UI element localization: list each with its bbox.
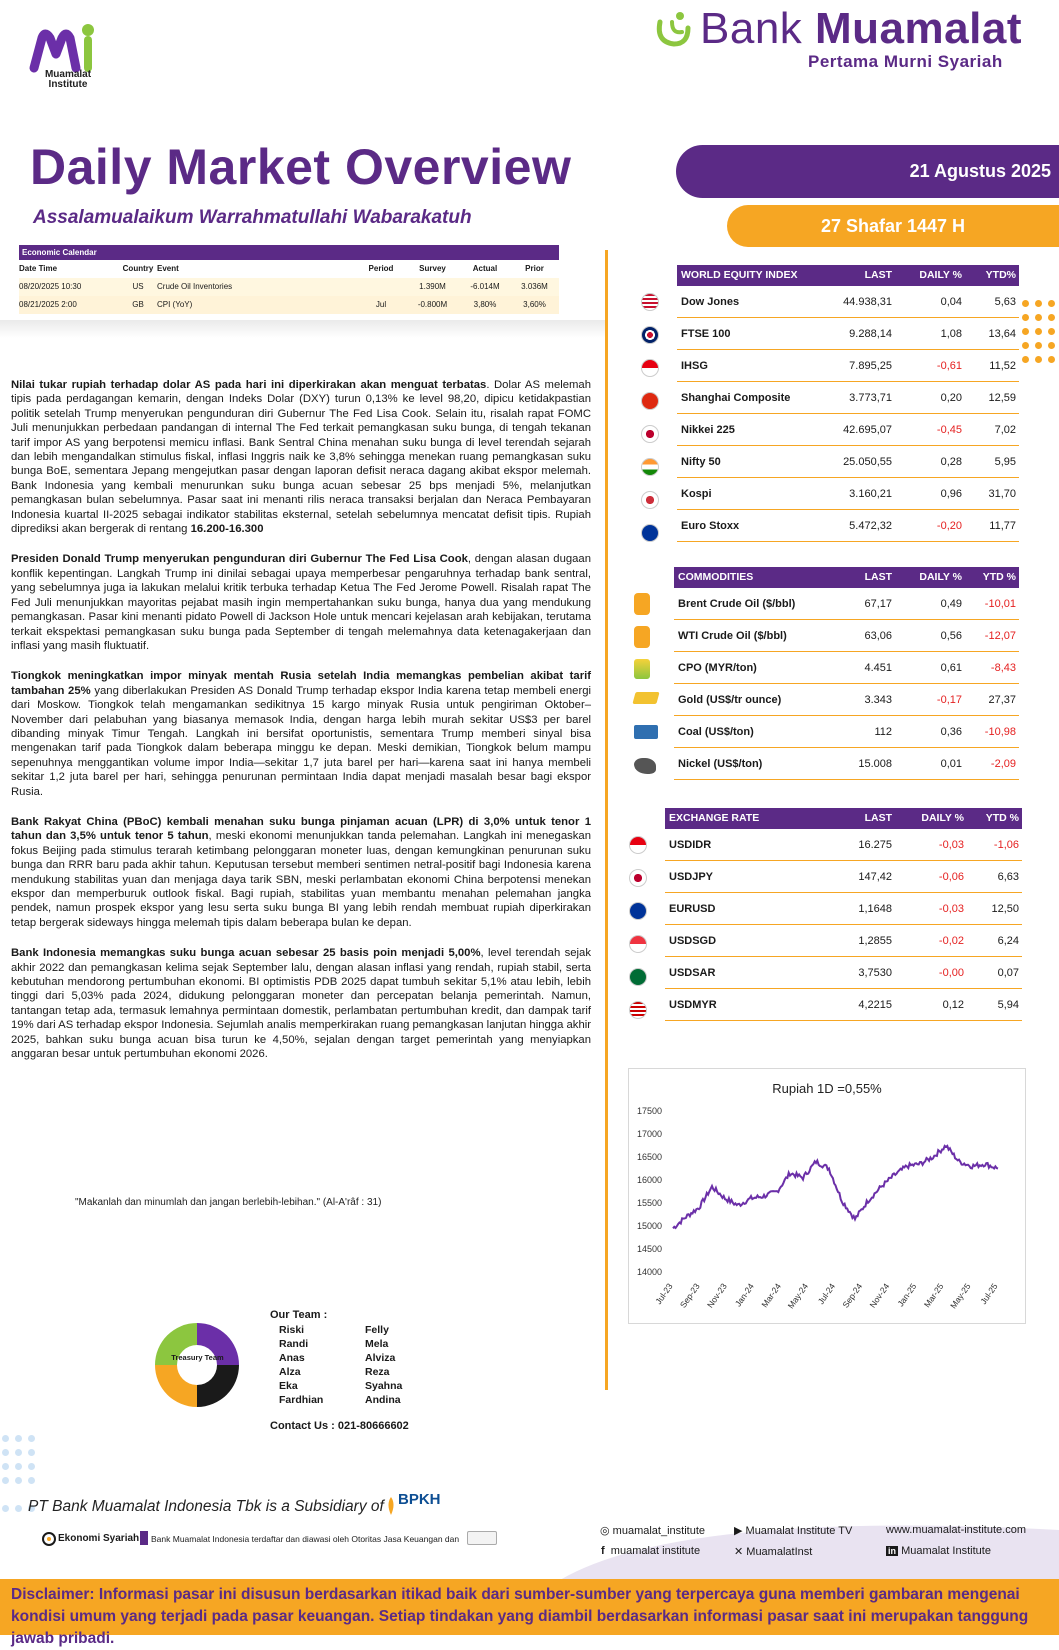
paragraph-body: . Dolar AS melemah tipis pada perdagangan kemarin, dengan Indeks Dolar (DXY) turun 0,13% ke level 98,20, dipicu ketidakpastian politik setelah Trump menyerukan pengunduran diri Gubernur The Fed Lisa Cook. Selain itu, risalah rapat FOMC Juli menunjukkan perbedaan pandangan di internal The Fed terkait pemangkasan suku bunga, di tengah tekanan tarif impor AS yang berpotensi memicu inflasi. Bank Sentral China menahan suku bunga di level terendah sejarah dan lebih mengandalkan stimulus fiskal, inflasi Inggris naik ke 3,8% sehingga menekan ruang pemangkasan suku bunga BoE, sementara Jepang mengejutkan pasar dengan laporan defisit neraca dagang akibat ekspor melemah. Bank Indonesia yang kembali menurunkan suku bunga acuan sebesar 25 bps menjadi 5%, melanjutkan pemangkasan bulan sebelumnya. Pasar saat ini menanti rilis neraca transaksi berjalan dan Neraca Pembayaran Indonesia kuartal II-2025 sebagai indikator stabilitas eksternal, setelah sebelumnya mencatat defisit tipis. Rupiah diprediksi akan bergerak di rentang — [11, 379, 591, 536]
fx-ytd: 5,94 — [997, 999, 1019, 1011]
cell: 08/21/2025 2:00 — [19, 300, 77, 309]
facebook-link[interactable] — [601, 1545, 700, 1557]
commodities-table — [674, 567, 1019, 780]
fx-header — [665, 808, 1022, 829]
commodities-header — [674, 567, 1019, 588]
team-member: Riski — [279, 1324, 305, 1336]
equity-header — [677, 265, 1019, 286]
flag-eu-icon — [629, 902, 647, 920]
equity-row — [677, 382, 1019, 414]
contact: Contact Us : 021-80666602 — [270, 1420, 409, 1432]
commodity-ytd: -10,98 — [984, 726, 1016, 738]
header-cell: LAST — [864, 269, 892, 281]
flag-id-icon — [629, 836, 647, 854]
calendar-header-row — [19, 260, 559, 278]
commodity-daily: 0,56 — [940, 630, 962, 642]
commodity-daily: 0,49 — [940, 598, 962, 610]
oil-barrel-icon — [634, 626, 650, 648]
bpkh-logo-icon — [385, 1496, 397, 1516]
equity-daily: -0,61 — [936, 360, 962, 372]
team-member: Mela — [365, 1338, 389, 1350]
y-tick-label: 16000 — [636, 1175, 662, 1185]
report-date: 21 Agustus 2025 — [909, 161, 1051, 181]
equity-ytd: 5,95 — [994, 456, 1016, 468]
equity-name: Euro Stoxx — [681, 520, 740, 532]
commodity-row — [674, 684, 1019, 716]
flag-us-icon — [641, 293, 659, 311]
facebook-icon: f — [601, 1545, 605, 1557]
bank-name: Bank Muamalat — [700, 4, 1022, 53]
equity-daily: 0,96 — [940, 488, 962, 500]
paragraph-tail: 16.200-16.300 — [190, 523, 264, 536]
fx-ytd: 6,63 — [997, 871, 1019, 883]
flag-jp-icon — [641, 425, 659, 443]
youtube-icon: ▶ — [734, 1525, 743, 1537]
col-country: Country — [122, 264, 154, 273]
equity-daily: -0,45 — [936, 424, 962, 436]
header-cell: YTD % — [982, 571, 1016, 583]
market-commentary — [11, 378, 591, 1077]
y-tick-label: 15500 — [636, 1198, 662, 1208]
commodity-last: 15.008 — [858, 758, 892, 770]
y-tick-label: 14000 — [636, 1267, 662, 1277]
equity-name: Kospi — [681, 488, 712, 500]
cell: 3.036M — [521, 282, 548, 291]
equity-last: 9.288,14 — [849, 328, 892, 340]
fx-name: USDIDR — [669, 839, 712, 851]
fx-row — [665, 829, 1022, 861]
commodity-row — [674, 716, 1019, 748]
paragraph — [11, 669, 591, 799]
team-member: Anas — [279, 1352, 305, 1364]
team-member: Reza — [365, 1366, 390, 1378]
flag-jp-icon — [629, 869, 647, 887]
flag-in-icon — [641, 458, 659, 476]
equity-row — [677, 510, 1019, 542]
equity-daily: 0,04 — [940, 296, 962, 308]
equity-ytd: 5,63 — [994, 296, 1016, 308]
team-member: Fardhian — [279, 1394, 324, 1406]
fx-daily: -0,06 — [938, 871, 964, 883]
paragraph — [11, 946, 591, 1061]
commodity-name: Coal (US$/ton) — [678, 726, 754, 738]
fx-row — [665, 861, 1022, 893]
column-divider — [605, 250, 608, 1390]
fx-ytd: -1,06 — [993, 839, 1019, 851]
linkedin-icon: in — [888, 1546, 896, 1556]
cell: Crude Oil Inventories — [157, 282, 233, 291]
paragraph — [11, 815, 591, 930]
ekonomi-syariah-logo-icon — [42, 1532, 56, 1546]
commodity-daily: 0,36 — [940, 726, 962, 738]
equity-ytd: 12,59 — [988, 392, 1016, 404]
fx-last: 4,2215 — [858, 999, 892, 1011]
flag-sg-icon — [629, 935, 647, 953]
youtube-link[interactable] — [734, 1524, 852, 1537]
instagram-link[interactable] — [600, 1524, 705, 1537]
fx-ytd: 12,50 — [991, 903, 1019, 915]
commodity-row — [674, 588, 1019, 620]
calendar-row — [19, 278, 559, 296]
commodity-name: Gold (US$/tr ounce) — [678, 694, 782, 706]
col-period: Period — [368, 264, 394, 273]
header-cell: WORLD EQUITY INDEX — [681, 269, 798, 281]
fx-name: USDMYR — [669, 999, 717, 1011]
x-tick-label: Sep-24 — [840, 1281, 865, 1310]
chart-title: Rupiah 1D =0,55% — [772, 1081, 882, 1096]
commodity-name: Nickel (US$/ton) — [678, 758, 763, 770]
header-cell: DAILY % — [919, 571, 962, 583]
paragraph-body: , level terendah sejak akhir 2022 dan pemangkasan kelima sejak September lalu, dengan alasan inflasi yang rendah, rupiah stabil, serta kebutuhan mendorong pertumbuhan ekonomi. BI optimistis PDB 2025 dapat tumbuh sekitar 5,1% atau lebih, lebih tinggi dari 5,03% pada 2024, didukung pelonggaran moneter dan percepatan belanja pemerintah. Namun, tantangan tetap ada, termasuk lemahnya permintaan domestik, perlambatan pertumbuhan kredit, dan dampak tarif 19% dari AS terhadap ekspor Indonesia. Sejumlah analis memperkirakan ruang pemangkasan lanjutan hingga akhir 2025, bahkan suku bunga acuan bisa turun ke 4,50%, sejalan dengan target pemerintah yang menyiapkan anggaran besar untuk pertumbuhan ekonomi 2026. — [11, 947, 591, 1061]
linkedin-link[interactable] — [886, 1545, 991, 1557]
equity-name: Shanghai Composite — [681, 392, 791, 404]
x-tick-label: Nov-24 — [867, 1281, 892, 1310]
fx-last: 1,1648 — [858, 903, 892, 915]
commodity-name: WTI Crude Oil ($/bbl) — [678, 630, 787, 642]
col-date: Date Time — [19, 264, 58, 273]
team-member: Alviza — [365, 1352, 396, 1364]
commodity-last: 63,06 — [864, 630, 892, 642]
cell: Jul — [375, 300, 387, 309]
y-tick-label: 17000 — [636, 1129, 662, 1139]
flag-kr-icon — [641, 491, 659, 509]
x-link[interactable] — [734, 1545, 812, 1558]
fx-daily: -0,03 — [938, 903, 964, 915]
equity-name: Nifty 50 — [681, 456, 721, 468]
greeting: Assalamualaikum Warrahmatullahi Wabarakatuh — [33, 207, 472, 228]
equity-daily: 0,20 — [940, 392, 962, 404]
ojk-note: Bank Muamalat Indonesia terdaftar dan diawasi oleh Otoritas Jasa Keuangan dan — [151, 1534, 460, 1544]
rupiah-chart — [628, 1068, 1026, 1324]
equity-last: 5.472,32 — [849, 520, 892, 532]
col-event: Event — [157, 264, 179, 273]
fx-table — [665, 808, 1022, 1021]
website-link[interactable]: www.muamalat-institute.com — [886, 1524, 1026, 1536]
fx-daily: -0,02 — [938, 935, 964, 947]
equity-name: Dow Jones — [681, 296, 740, 308]
team-column-2 — [365, 1323, 402, 1407]
team-member: Syahna — [365, 1380, 403, 1392]
equity-name: Nikkei 225 — [681, 424, 735, 436]
team-member: Andina — [365, 1394, 401, 1406]
commodity-ytd: 27,37 — [988, 694, 1016, 706]
col-prior: Prior — [525, 264, 544, 273]
equity-row — [677, 446, 1019, 478]
commodity-ytd: -12,07 — [984, 630, 1016, 642]
nickel-ore-icon — [634, 758, 656, 774]
commodity-last: 3.343 — [864, 694, 892, 706]
commodity-last: 4.451 — [864, 662, 892, 674]
equity-row — [677, 286, 1019, 318]
cell: -0.800M — [417, 300, 448, 309]
x-tick-label: May-24 — [785, 1281, 811, 1311]
fx-name: EURUSD — [669, 903, 716, 915]
equity-last: 44.938,31 — [843, 296, 892, 308]
x-tick-label: Jan-25 — [895, 1281, 919, 1309]
x-tick-label: Jul-25 — [978, 1281, 1000, 1307]
calendar-shadow — [0, 320, 605, 338]
header-cell: LAST — [864, 812, 892, 824]
fx-daily: 0,12 — [942, 999, 964, 1011]
x-tick-label: May-25 — [948, 1281, 973, 1311]
team-column-1 — [279, 1323, 323, 1407]
x-tick-label: Jul-24 — [815, 1281, 838, 1307]
fx-last: 16.275 — [858, 839, 892, 851]
team-member: Eka — [279, 1380, 298, 1392]
commodity-name: CPO (MYR/ton) — [678, 662, 757, 674]
equity-row — [677, 478, 1019, 510]
equity-table — [677, 265, 1019, 542]
x-tick-label: Jan-24 — [732, 1281, 756, 1309]
quote: "Makanlah dan minumlah dan jangan berlebih-lebihan." (Al-A'râf : 31) — [75, 1197, 382, 1208]
bank-mark-icon — [140, 1531, 148, 1545]
header-cell: YTD% — [985, 269, 1016, 281]
equity-daily: 1,08 — [940, 328, 962, 340]
commodity-last: 112 — [874, 726, 892, 738]
coal-cart-icon — [634, 725, 658, 739]
instagram-handle: muamalat_institute — [612, 1525, 705, 1537]
x-tick-label: Sep-23 — [677, 1281, 702, 1310]
fx-last: 147,42 — [858, 871, 892, 883]
commodity-row — [674, 620, 1019, 652]
team-member: Randi — [279, 1338, 309, 1350]
equity-last: 42.695,07 — [843, 424, 892, 436]
commodity-row — [674, 748, 1019, 780]
equity-last: 3.160,21 — [849, 488, 892, 500]
fx-daily: -0,03 — [938, 839, 964, 851]
fx-daily: -0,00 — [938, 967, 964, 979]
paragraph — [11, 552, 591, 653]
x-tick-label: Mar-25 — [921, 1281, 946, 1310]
calendar-title: Economic Calendar — [19, 245, 559, 260]
x-tick-label: Nov-23 — [704, 1281, 729, 1310]
cell: 3,60% — [523, 300, 546, 309]
cell: GB — [132, 300, 144, 309]
paragraph-lead: Bank Indonesia memangkas suku bunga acuan sebesar 25 basis poin menjadi 5,00% — [11, 947, 481, 960]
team-member: Felly — [365, 1324, 389, 1336]
commodity-row — [674, 652, 1019, 684]
oil-barrel-icon — [634, 593, 650, 615]
fx-last: 3,7530 — [858, 967, 892, 979]
hijri-date: 27 Shafar 1447 H — [820, 216, 966, 236]
palm-oil-icon — [634, 659, 650, 679]
paragraph-body: , dengan alasan dugaan konflik kepentingan. Langkah Trump ini dinilai sebagai upaya memperbesar pengaruhnya terhadap bank sentral, yang sebelumnya juga ia lakukan melalui kritik terbuka terhadap Ketua The Fed Jerome Powell. Risalah rapat The Fed Juli menunjukkan mayoritas pejabat masih ingin mempertahankan suku bunga, hanya dua yang mendukung pemangkasan. Pasar kini menanti pidato Powell di Jackson Hole untuk mencari kejelasan arah kebijakan, terutama terkait ekspektasi pemangkasan suku bunga pada September di tengah melemahnya data ketenagakerjaan dan inflasi yang masih fluktuatif. — [11, 553, 591, 652]
col-actual: Actual — [472, 264, 498, 273]
cell: -6.014M — [470, 282, 500, 291]
commodity-last: 67,17 — [864, 598, 892, 610]
commodity-daily: 0,61 — [940, 662, 962, 674]
equity-row — [677, 318, 1019, 350]
paragraph — [11, 378, 591, 536]
header-cell: EXCHANGE RATE — [669, 812, 760, 824]
y-tick-label: 14500 — [636, 1244, 662, 1254]
fx-ytd: 0,07 — [997, 967, 1019, 979]
equity-ytd: 7,02 — [994, 424, 1016, 436]
instagram-icon: ◎ — [600, 1525, 610, 1537]
bpkh-label: BPKH — [398, 1491, 441, 1508]
disclaimer: Disclaimer: Informasi pasar ini disusun berdasarkan itikad baik dari sumber-sumber yang terpercaya guna memberi gambaran mengenai kondisi umum yang terjadi pada pasar keuangan. Setiap tindakan yang diambil berdasarkan informasi pasar saat ini merupakan tanggung jawab pribadi. — [11, 1586, 1029, 1647]
flag-cn-icon — [641, 392, 659, 410]
equity-daily: 0,28 — [940, 456, 962, 468]
fx-ytd: 6,24 — [997, 935, 1019, 947]
cell: US — [132, 282, 144, 291]
commodity-daily: 0,01 — [940, 758, 962, 770]
institute-label: Muamalat Institute — [44, 69, 92, 90]
paragraph-lead: Bank Rakyat China (PBoC) kembali menahan suku bunga pinjaman acuan (LPR) di 3,0% untuk tenor 1 tahun dan 3,5% untuk tenor 5 tahun — [11, 815, 591, 843]
header-cell: DAILY % — [919, 269, 962, 281]
header-cell: LAST — [864, 571, 892, 583]
facebook-handle: muamalat institute — [610, 1545, 701, 1557]
team-member: Alza — [279, 1366, 301, 1378]
y-tick-label: 17500 — [636, 1106, 662, 1116]
commodity-ytd: -10,01 — [984, 598, 1016, 610]
bank-muamalat-logo-icon — [652, 6, 696, 50]
treasury-team-logo-icon — [147, 1315, 247, 1415]
fx-last: 1,2855 — [858, 935, 892, 947]
equity-ytd: 31,70 — [988, 488, 1016, 500]
team-logo-label: Treasury Team — [171, 1353, 224, 1362]
economic-calendar — [19, 245, 559, 314]
cell: CPI (YoY) — [157, 300, 193, 309]
flag-id-icon — [641, 359, 659, 377]
equity-last: 3.773,71 — [849, 392, 892, 404]
y-tick-label: 15000 — [636, 1221, 662, 1231]
calendar-row — [19, 296, 559, 314]
linkedin-handle: Muamalat Institute — [901, 1545, 991, 1557]
equity-name: FTSE 100 — [681, 328, 731, 340]
x-tick-label: Mar-24 — [759, 1281, 783, 1310]
cell: 08/20/2025 10:30 — [19, 282, 82, 291]
header-cell: COMMODITIES — [678, 571, 754, 583]
paragraph-lead: Presiden Donald Trump menyerukan pengunduran diri Gubernur The Fed Lisa Cook — [11, 553, 468, 566]
equity-ytd: 11,77 — [989, 520, 1016, 532]
paragraph-body: , meski ekonomi menunjukkan tanda pelemahan. Langkah ini menegaskan fokus Beijing pada stimulus terarah ketimbang pelonggaran moneter luas, dengan kemungkinan penurunan suku bunga dan RRR baru pada akhir tahun. Keputusan tersebut memberi sentimen netral-positif bagi Indonesia karena mendukung stabilitas yuan dan menjaga daya tarik SBN, meski perlambatan ekonomi China berpotensi menekan ekspor dan memperburuk outlook fiskal. Bagi rupiah, stabilitas yuan membantu menahan pelemahan jangka pendek, namun prospek ekspor yang lesu serta suku bunga BI yang lebih rendah membuat rupiah diperkirakan tetap bergerak sideways hingga melemah tipis dalam beberapa bulan ke depan. — [11, 830, 591, 929]
fx-row — [665, 957, 1022, 989]
commodity-ytd: -8,43 — [990, 662, 1016, 674]
rupiah-line — [673, 1146, 998, 1228]
cell: 1.390M — [419, 282, 446, 291]
lps-logo-icon — [467, 1531, 497, 1545]
flag-eu-icon — [641, 524, 659, 542]
page-title: Daily Market Overview — [30, 139, 572, 195]
fx-row — [665, 989, 1022, 1021]
decorative-dots — [1022, 300, 1059, 370]
equity-ytd: 13,64 — [988, 328, 1016, 340]
x-icon: ✕ — [734, 1546, 744, 1558]
fx-name: USDSAR — [669, 967, 716, 979]
ekonomi-syariah-label: Ekonomi Syariah — [58, 1533, 140, 1544]
x-handle: MuamalatInst — [746, 1546, 813, 1558]
header-cell: DAILY % — [921, 812, 964, 824]
cell — [357, 278, 405, 296]
team-title: Our Team : — [270, 1309, 328, 1321]
equity-ytd: 11,52 — [989, 360, 1016, 372]
paragraph-body: yang diberlakukan Presiden AS Donald Trump terhadap ekspor India karena tetap membeli energi dari Moskow. Tiongkok telah mengamankan sedikitnya 15 kargo minyak Rusia untuk pengiriman Oktober–November dari pelabuhan yang biasanya memasok India, dengan harga lebih murah sekitar US$3 per barel dibanding minyak Timur Tengah. Langkah ini bersifat oportunistis, sementara Trump memberi sinyal bisa mengenakan tarif pada Tiongkok dalam beberapa minggu ke depan. Meski demikian, Tiongkok belum mampu sepenuhnya menggantikan volume impor India—sekitar 1,7 juta barel per hari—karena saat ini hanya membeli sekitar 1,2 juta barel per hari, sehingga penurunan permintaan India dapat menjadi masalah besar bagi ekspor Rusia. — [11, 684, 591, 798]
subsidiary-note: PT Bank Muamalat Indonesia Tbk is a Subsidiary of — [28, 1498, 384, 1515]
fx-row — [665, 893, 1022, 925]
flag-uk-icon — [641, 326, 659, 344]
fx-name: USDSGD — [669, 935, 717, 947]
flag-sa-icon — [629, 968, 647, 986]
commodity-name: Brent Crude Oil ($/bbl) — [678, 598, 796, 610]
equity-last: 7.895,25 — [849, 360, 892, 372]
equity-row — [677, 350, 1019, 382]
header-cell: YTD % — [985, 812, 1019, 824]
equity-row — [677, 414, 1019, 446]
paragraph-lead: Tiongkok meningkatkan impor minyak mentah Rusia setelah India memangkas pembelian akibat tarif tambahan 25% — [11, 670, 591, 697]
gold-bar-icon — [632, 692, 659, 704]
equity-daily: -0,20 — [936, 520, 962, 532]
y-tick-label: 16500 — [636, 1152, 662, 1162]
x-tick-label: Jul-23 — [653, 1281, 675, 1307]
flag-my-icon — [629, 1001, 647, 1019]
fx-name: USDJPY — [669, 871, 714, 883]
col-survey: Survey — [419, 264, 446, 273]
cell: 3,80% — [473, 300, 497, 309]
equity-last: 25.050,55 — [843, 456, 892, 468]
bank-tagline: Pertama Murni Syariah — [808, 52, 1003, 71]
commodity-daily: -0,17 — [936, 694, 962, 706]
commodity-ytd: -2,09 — [990, 758, 1016, 770]
paragraph-lead: Nilai tukar rupiah terhadap dolar AS pada hari ini diperkirakan akan menguat terbatas — [11, 379, 487, 391]
youtube-handle: Muamalat Institute TV — [745, 1525, 853, 1537]
fx-row — [665, 925, 1022, 957]
equity-name: IHSG — [681, 360, 708, 372]
